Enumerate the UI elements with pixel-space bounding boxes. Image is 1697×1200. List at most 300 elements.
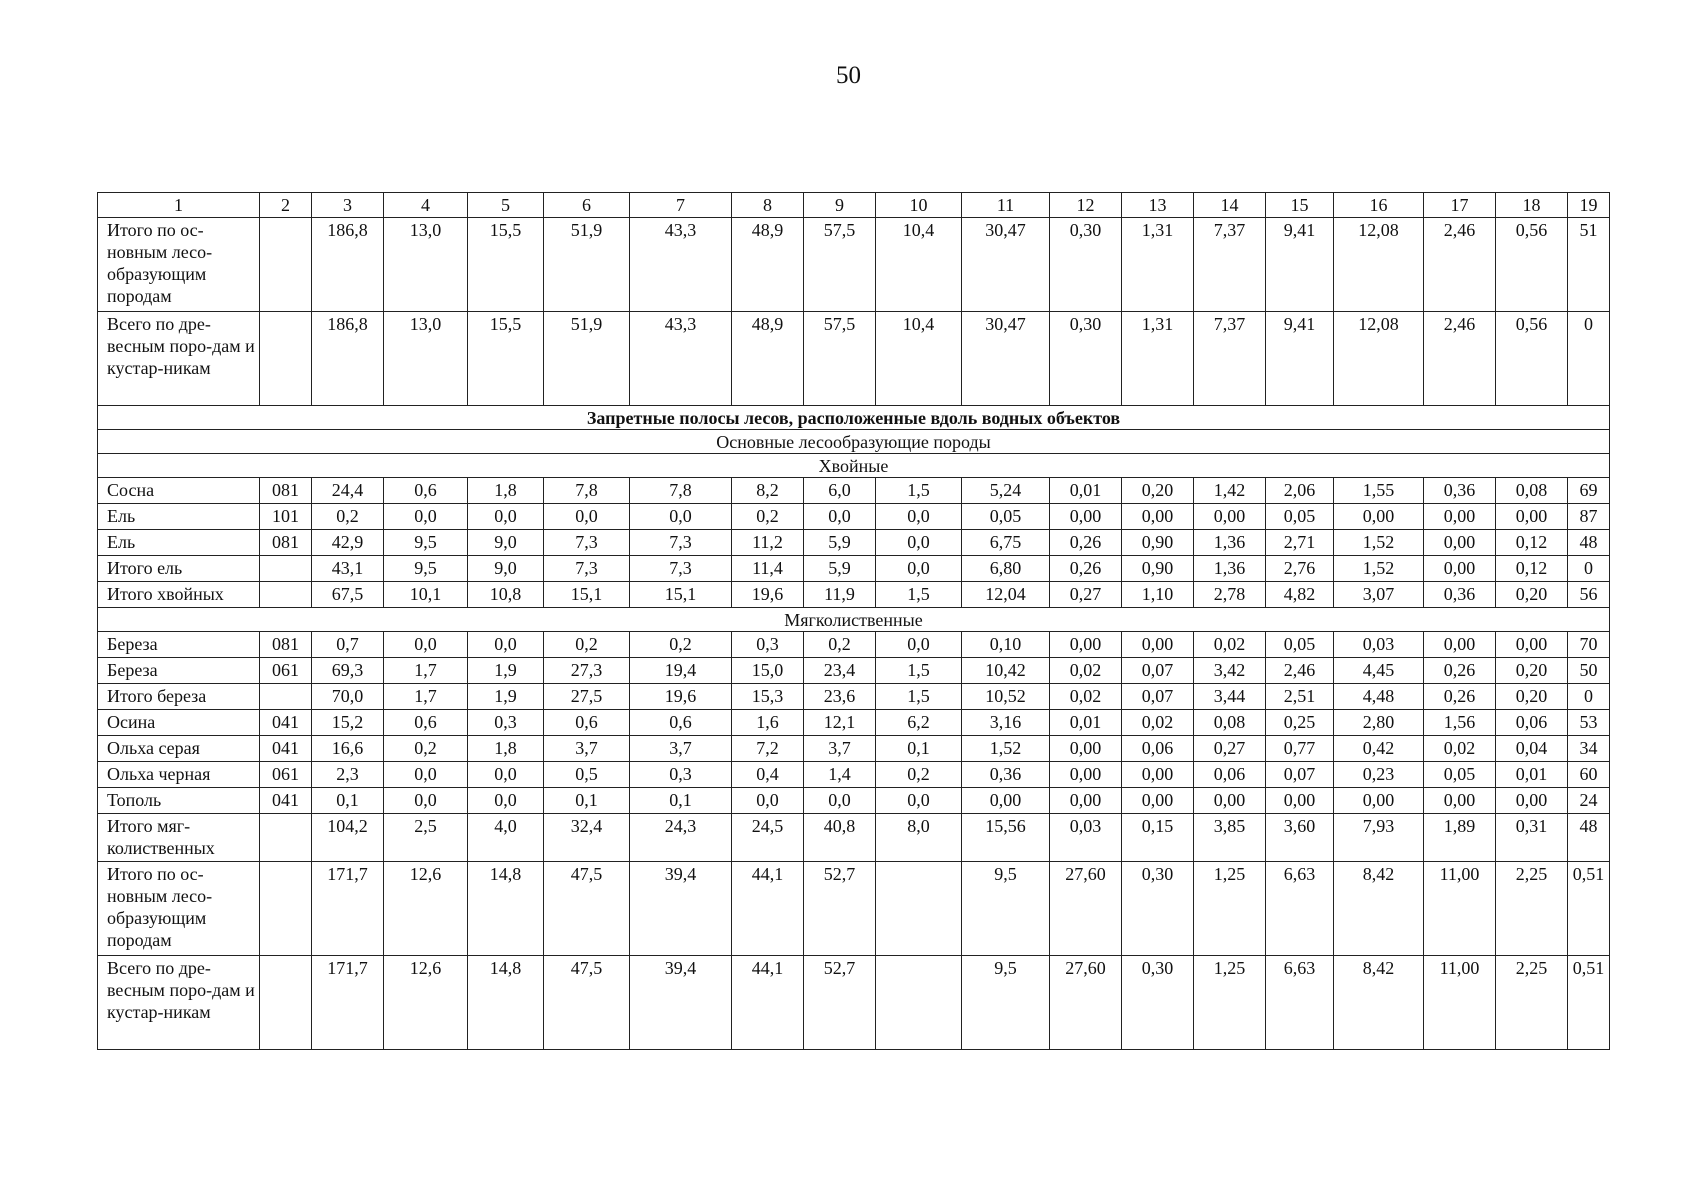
table-cell: 0,0: [876, 504, 962, 530]
table-cell: 0,1: [312, 788, 384, 814]
table-cell: 0,06: [1122, 736, 1194, 762]
table-cell: 0,00: [1050, 788, 1122, 814]
table-cell: 10,1: [384, 582, 468, 608]
table-cell: 0,20: [1496, 684, 1568, 710]
table-cell: 081: [260, 530, 312, 556]
table-cell: 1,5: [876, 684, 962, 710]
table-cell: 1,52: [1334, 556, 1424, 582]
table-cell: 67,5: [312, 582, 384, 608]
table-cell: 0,04: [1496, 736, 1568, 762]
table-cell: 061: [260, 762, 312, 788]
table-cell: 0,00: [1122, 762, 1194, 788]
table-cell: 0,1: [630, 788, 732, 814]
table-cell: 8,0: [876, 814, 962, 862]
table-cell: 6,2: [876, 710, 962, 736]
table-cell: 44,1: [732, 862, 804, 956]
table-row: [98, 762, 1610, 788]
table-cell: 0,02: [1194, 632, 1266, 658]
table-cell: 0,12: [1496, 556, 1568, 582]
table-cell: 0: [1568, 684, 1610, 710]
table-cell: 70,0: [312, 684, 384, 710]
table-cell: 0,2: [630, 632, 732, 658]
table-cell: 15,2: [312, 710, 384, 736]
table-cell: 5,24: [962, 478, 1050, 504]
table-cell: 0,0: [804, 504, 876, 530]
table-cell: 4,48: [1334, 684, 1424, 710]
table-cell: 1,52: [962, 736, 1050, 762]
subsection-title: Основные лесообразующие породы: [98, 430, 1610, 454]
table-row: [98, 788, 1610, 814]
table-cell: 50: [1568, 658, 1610, 684]
table-cell: 24,5: [732, 814, 804, 862]
table-cell: 0,00: [1424, 556, 1496, 582]
table-row: [98, 632, 1610, 658]
table-cell: 1,36: [1194, 530, 1266, 556]
table-cell: 0,0: [876, 788, 962, 814]
table-cell: 48,9: [732, 312, 804, 406]
row-label: Ель: [98, 530, 260, 556]
table-cell: 0,00: [1424, 530, 1496, 556]
table-cell: 10,42: [962, 658, 1050, 684]
table-cell: 0,3: [630, 762, 732, 788]
table-cell: 1,5: [876, 582, 962, 608]
table-cell: 27,60: [1050, 862, 1122, 956]
table-cell: 101: [260, 504, 312, 530]
table-cell: 0,01: [1496, 762, 1568, 788]
table-cell: 186,8: [312, 312, 384, 406]
table-cell: 0,10: [962, 632, 1050, 658]
row-label: Ольха черная: [98, 762, 260, 788]
table-cell: 0,27: [1050, 582, 1122, 608]
table-cell: 0,77: [1266, 736, 1334, 762]
table-cell: 6,0: [804, 478, 876, 504]
table-cell: 041: [260, 788, 312, 814]
column-number: 9: [804, 193, 876, 218]
table-cell: 9,5: [384, 556, 468, 582]
table-cell: 0,4: [732, 762, 804, 788]
table-cell: 19,6: [630, 684, 732, 710]
table-cell: 27,60: [1050, 956, 1122, 1050]
table-cell: 9,41: [1266, 218, 1334, 312]
section-title: Запретные полосы лесов, расположенные вдоль водных объектов: [98, 406, 1610, 430]
table-row: [98, 478, 1610, 504]
table-cell: [876, 862, 962, 956]
table-cell: 1,89: [1424, 814, 1496, 862]
table-cell: 39,4: [630, 956, 732, 1050]
table-cell: 0,0: [732, 788, 804, 814]
table-cell: 6,80: [962, 556, 1050, 582]
table-cell: 0,0: [468, 788, 544, 814]
table-cell: 30,47: [962, 312, 1050, 406]
table-cell: 0,3: [732, 632, 804, 658]
table-cell: 0,05: [1266, 504, 1334, 530]
table-cell: 12,6: [384, 956, 468, 1050]
table-cell: 9,0: [468, 530, 544, 556]
table-cell: 7,3: [544, 530, 630, 556]
table-cell: 0,2: [312, 504, 384, 530]
table-cell: 0,20: [1496, 582, 1568, 608]
table-cell: 51,9: [544, 312, 630, 406]
table-cell: 081: [260, 478, 312, 504]
table-cell: 1,7: [384, 658, 468, 684]
table-cell: 0,2: [732, 504, 804, 530]
table-cell: 16,6: [312, 736, 384, 762]
table-cell: 1,5: [876, 478, 962, 504]
table-cell: 0,0: [876, 530, 962, 556]
table-cell: 081: [260, 632, 312, 658]
table-row: [98, 312, 1610, 406]
table-cell: 2,46: [1424, 312, 1496, 406]
table-cell: 14,8: [468, 862, 544, 956]
table-cell: 0,0: [876, 632, 962, 658]
table-row: [98, 814, 1610, 862]
table-cell: 1,10: [1122, 582, 1194, 608]
table-row: [98, 582, 1610, 608]
column-number: 10: [876, 193, 962, 218]
table-cell: 0,26: [1050, 530, 1122, 556]
table-cell: 1,9: [468, 658, 544, 684]
table-cell: 10,52: [962, 684, 1050, 710]
column-number: 18: [1496, 193, 1568, 218]
table-cell: 4,82: [1266, 582, 1334, 608]
table-cell: 2,76: [1266, 556, 1334, 582]
table-cell: [260, 582, 312, 608]
table-cell: 0,20: [1496, 658, 1568, 684]
table-cell: 0,01: [1050, 478, 1122, 504]
table-row: [98, 956, 1610, 1050]
table-cell: 0,2: [804, 632, 876, 658]
table-cell: 15,3: [732, 684, 804, 710]
table-cell: 27,3: [544, 658, 630, 684]
table-cell: 3,7: [804, 736, 876, 762]
table-cell: 0,00: [962, 788, 1050, 814]
table-cell: 15,5: [468, 218, 544, 312]
table-cell: [260, 218, 312, 312]
table-cell: 186,8: [312, 218, 384, 312]
table-cell: 3,60: [1266, 814, 1334, 862]
table-row: [98, 218, 1610, 312]
table-cell: 7,8: [544, 478, 630, 504]
table-cell: 0,02: [1122, 710, 1194, 736]
table-cell: 104,2: [312, 814, 384, 862]
column-number: 4: [384, 193, 468, 218]
table-cell: 0,27: [1194, 736, 1266, 762]
table-cell: 19,4: [630, 658, 732, 684]
table-cell: 1,6: [732, 710, 804, 736]
table-cell: 0,00: [1050, 736, 1122, 762]
table-cell: 0,0: [384, 504, 468, 530]
table-cell: 11,00: [1424, 862, 1496, 956]
table-cell: 0: [1568, 556, 1610, 582]
row-label: Сосна: [98, 478, 260, 504]
table-cell: 0,00: [1334, 504, 1424, 530]
table-cell: 43,3: [630, 218, 732, 312]
table-cell: 5,9: [804, 556, 876, 582]
table-cell: 0,20: [1122, 478, 1194, 504]
table-cell: 0,01: [1050, 710, 1122, 736]
table-cell: 0,00: [1194, 504, 1266, 530]
table-cell: 48: [1568, 814, 1610, 862]
table-cell: 0,36: [962, 762, 1050, 788]
table-cell: 0,07: [1122, 684, 1194, 710]
table-cell: 11,4: [732, 556, 804, 582]
table-cell: 1,25: [1194, 956, 1266, 1050]
table-cell: 1,31: [1122, 312, 1194, 406]
table-cell: 0: [1568, 312, 1610, 406]
table-cell: 0,2: [544, 632, 630, 658]
table-cell: 15,56: [962, 814, 1050, 862]
table-cell: 0,31: [1496, 814, 1568, 862]
table-cell: 2,46: [1424, 218, 1496, 312]
table-cell: 15,5: [468, 312, 544, 406]
table-cell: 0,0: [468, 504, 544, 530]
table-cell: 8,42: [1334, 862, 1424, 956]
table-cell: 9,5: [384, 530, 468, 556]
table-cell: [260, 684, 312, 710]
table-cell: 70: [1568, 632, 1610, 658]
table-cell: 15,1: [544, 582, 630, 608]
table-cell: 42,9: [312, 530, 384, 556]
table-cell: 1,56: [1424, 710, 1496, 736]
row-label: Тополь: [98, 788, 260, 814]
table-cell: 51: [1568, 218, 1610, 312]
table-cell: 9,5: [962, 956, 1050, 1050]
table-cell: 0,1: [544, 788, 630, 814]
table-cell: 9,41: [1266, 312, 1334, 406]
table-cell: 10,8: [468, 582, 544, 608]
table-cell: 0,15: [1122, 814, 1194, 862]
row-label: Итого береза: [98, 684, 260, 710]
table-cell: 7,8: [630, 478, 732, 504]
table-row: [98, 736, 1610, 762]
table-cell: 0,6: [630, 710, 732, 736]
table-cell: 0,08: [1194, 710, 1266, 736]
table-cell: 4,45: [1334, 658, 1424, 684]
table-row: [98, 530, 1610, 556]
table-cell: 43,3: [630, 312, 732, 406]
table-cell: 7,37: [1194, 218, 1266, 312]
table-cell: 47,5: [544, 862, 630, 956]
table-cell: 2,51: [1266, 684, 1334, 710]
table-cell: 0,2: [384, 736, 468, 762]
table-cell: 0,0: [384, 632, 468, 658]
table-cell: [260, 814, 312, 862]
column-number: 5: [468, 193, 544, 218]
table-cell: 0,00: [1496, 788, 1568, 814]
table-cell: 2,06: [1266, 478, 1334, 504]
column-number: 16: [1334, 193, 1424, 218]
table-cell: 0,00: [1122, 788, 1194, 814]
table-cell: 0,6: [384, 478, 468, 504]
table-cell: 0,00: [1122, 632, 1194, 658]
table-cell: 1,42: [1194, 478, 1266, 504]
page-number: 50: [836, 62, 861, 89]
table-cell: 0,51: [1568, 862, 1610, 956]
table-cell: 34: [1568, 736, 1610, 762]
table-cell: 53: [1568, 710, 1610, 736]
table-cell: 1,9: [468, 684, 544, 710]
row-label: Осина: [98, 710, 260, 736]
table-cell: 0,56: [1496, 312, 1568, 406]
table-cell: 0,05: [962, 504, 1050, 530]
table-cell: 0,03: [1050, 814, 1122, 862]
table-cell: 1,4: [804, 762, 876, 788]
table-cell: 1,8: [468, 478, 544, 504]
table-cell: 10,4: [876, 312, 962, 406]
table-cell: 69,3: [312, 658, 384, 684]
table-cell: 0,0: [468, 762, 544, 788]
table-cell: 14,8: [468, 956, 544, 1050]
table-cell: 171,7: [312, 956, 384, 1050]
table-cell: 56: [1568, 582, 1610, 608]
table-cell: 32,4: [544, 814, 630, 862]
row-label: Береза: [98, 658, 260, 684]
table-cell: 57,5: [804, 218, 876, 312]
table-cell: 0,0: [804, 788, 876, 814]
table-row: [98, 862, 1610, 956]
table-cell: 15,1: [630, 582, 732, 608]
header-row: [98, 193, 1610, 218]
row-label: Итого ель: [98, 556, 260, 582]
table-cell: 11,2: [732, 530, 804, 556]
table-cell: 3,7: [630, 736, 732, 762]
table-cell: 1,25: [1194, 862, 1266, 956]
table-cell: 0,36: [1424, 582, 1496, 608]
table-cell: 3,07: [1334, 582, 1424, 608]
row-label: Береза: [98, 632, 260, 658]
table-cell: 0,00: [1496, 632, 1568, 658]
table-cell: 1,5: [876, 658, 962, 684]
table-cell: 11,9: [804, 582, 876, 608]
table-cell: 24,3: [630, 814, 732, 862]
row-label: Итого по ос-новным лесо-образующим породам: [98, 862, 260, 956]
table-cell: 1,31: [1122, 218, 1194, 312]
table-cell: 6,63: [1266, 862, 1334, 956]
table-cell: 041: [260, 710, 312, 736]
table-cell: 041: [260, 736, 312, 762]
table-cell: [260, 312, 312, 406]
table-cell: 2,80: [1334, 710, 1424, 736]
table-cell: 0,06: [1194, 762, 1266, 788]
table-cell: 0,1: [876, 736, 962, 762]
table-cell: 0,56: [1496, 218, 1568, 312]
column-number: 7: [630, 193, 732, 218]
table-cell: 0,00: [1050, 762, 1122, 788]
table-cell: 1,8: [468, 736, 544, 762]
table-cell: 12,1: [804, 710, 876, 736]
table-cell: 52,7: [804, 862, 876, 956]
table-cell: 60: [1568, 762, 1610, 788]
table-cell: 0,23: [1334, 762, 1424, 788]
table-cell: 0,0: [544, 504, 630, 530]
table-cell: 0,0: [630, 504, 732, 530]
table-cell: 2,25: [1496, 956, 1568, 1050]
table-cell: 1,7: [384, 684, 468, 710]
table-cell: 2,3: [312, 762, 384, 788]
table-cell: 51,9: [544, 218, 630, 312]
table-cell: 0,26: [1050, 556, 1122, 582]
table-cell: 0,30: [1122, 956, 1194, 1050]
row-label: Ольха серая: [98, 736, 260, 762]
table-cell: 10,4: [876, 218, 962, 312]
table-cell: 0,3: [468, 710, 544, 736]
table-cell: 0,07: [1266, 762, 1334, 788]
table-cell: 0,90: [1122, 556, 1194, 582]
table-cell: 0,12: [1496, 530, 1568, 556]
table-cell: 0,00: [1424, 632, 1496, 658]
table-cell: 7,2: [732, 736, 804, 762]
table-cell: 24: [1568, 788, 1610, 814]
column-number: 1: [98, 193, 260, 218]
row-label: Всего по дре-весным поро-дам и кустар-никам: [98, 956, 260, 1050]
table-cell: 0,00: [1266, 788, 1334, 814]
table-cell: 0,00: [1334, 788, 1424, 814]
table-cell: 3,7: [544, 736, 630, 762]
table-cell: 0,0: [876, 556, 962, 582]
column-number: 13: [1122, 193, 1194, 218]
table-cell: [876, 956, 962, 1050]
table-cell: 57,5: [804, 312, 876, 406]
table-cell: 43,1: [312, 556, 384, 582]
table-cell: 2,5: [384, 814, 468, 862]
column-number: 19: [1568, 193, 1610, 218]
table-cell: 171,7: [312, 862, 384, 956]
table-cell: 0,00: [1050, 504, 1122, 530]
table-cell: 47,5: [544, 956, 630, 1050]
table-cell: 3,16: [962, 710, 1050, 736]
table-cell: 0,00: [1194, 788, 1266, 814]
table-cell: 061: [260, 658, 312, 684]
table-row: [98, 658, 1610, 684]
column-number: 2: [260, 193, 312, 218]
table-cell: 12,6: [384, 862, 468, 956]
table-cell: 40,8: [804, 814, 876, 862]
column-number: 12: [1050, 193, 1122, 218]
table-cell: 11,00: [1424, 956, 1496, 1050]
table-cell: 0,05: [1266, 632, 1334, 658]
table-cell: 0,00: [1496, 504, 1568, 530]
table-cell: 6,75: [962, 530, 1050, 556]
table-cell: 8,42: [1334, 956, 1424, 1050]
table-cell: 1,36: [1194, 556, 1266, 582]
table-cell: 5,9: [804, 530, 876, 556]
table-cell: 0,51: [1568, 956, 1610, 1050]
table-cell: 15,0: [732, 658, 804, 684]
table-row: [98, 504, 1610, 530]
table-cell: 0,25: [1266, 710, 1334, 736]
table-cell: 52,7: [804, 956, 876, 1050]
table-cell: 0,0: [384, 788, 468, 814]
table-cell: 0,7: [312, 632, 384, 658]
table-cell: 0,03: [1334, 632, 1424, 658]
table-cell: 0,00: [1122, 504, 1194, 530]
table-cell: 12,08: [1334, 312, 1424, 406]
table-cell: 44,1: [732, 956, 804, 1050]
table-cell: 0,30: [1050, 218, 1122, 312]
table-cell: 0,00: [1424, 504, 1496, 530]
table-cell: 2,25: [1496, 862, 1568, 956]
table-cell: 7,93: [1334, 814, 1424, 862]
table-cell: 6,63: [1266, 956, 1334, 1050]
table-cell: 69: [1568, 478, 1610, 504]
table-cell: 4,0: [468, 814, 544, 862]
table-cell: 0,42: [1334, 736, 1424, 762]
table-cell: 0,26: [1424, 658, 1496, 684]
table-cell: 30,47: [962, 218, 1050, 312]
column-number: 11: [962, 193, 1050, 218]
table-cell: 0,02: [1050, 658, 1122, 684]
table-cell: 0,36: [1424, 478, 1496, 504]
